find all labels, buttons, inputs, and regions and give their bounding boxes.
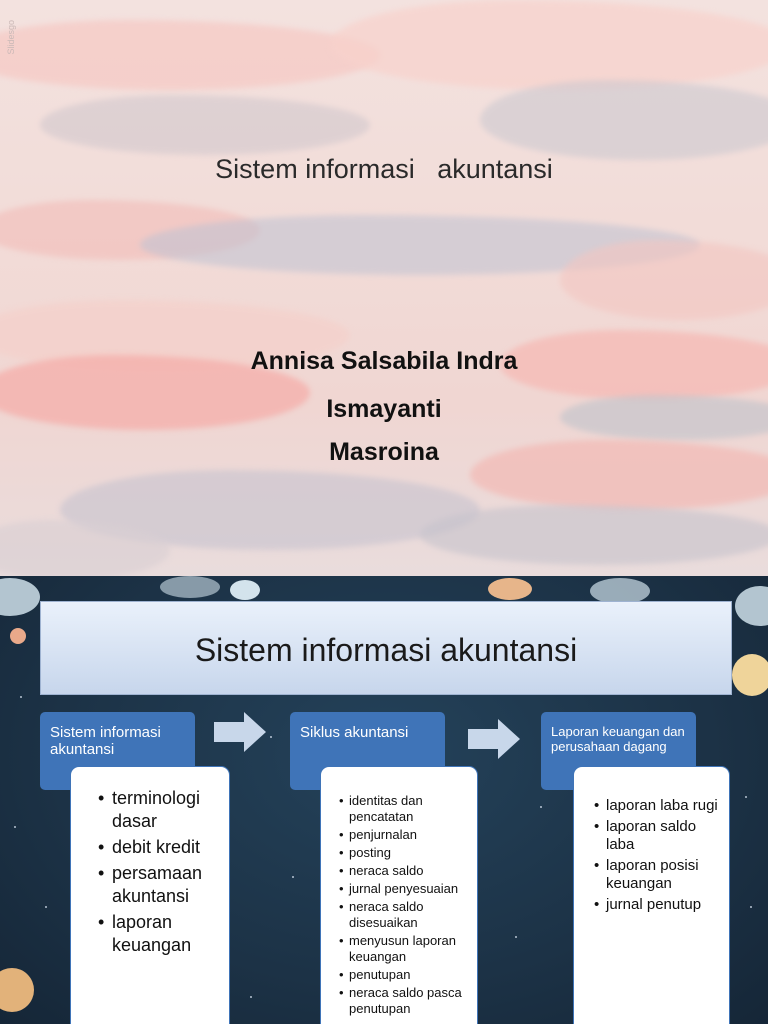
brush-stroke xyxy=(480,80,768,160)
list-item: • terminologi dasar xyxy=(112,787,229,833)
list-item: • neraca saldo disesuaikan xyxy=(349,899,477,931)
diagram-slide xyxy=(0,576,768,1024)
star xyxy=(250,996,252,998)
planet-decoration xyxy=(732,654,768,696)
planet-decoration xyxy=(0,968,34,1012)
list-item: • debit kredit xyxy=(112,836,229,859)
planet-decoration xyxy=(230,580,260,600)
star xyxy=(14,826,16,828)
star xyxy=(750,906,752,908)
detail-box-laporan-keuangan xyxy=(573,766,730,1024)
planet-decoration xyxy=(10,628,26,644)
slide-title: Sistem informasi akuntansi xyxy=(215,154,553,184)
arrow-right-icon xyxy=(468,719,520,759)
star xyxy=(515,936,517,938)
list-item: • posting xyxy=(349,845,477,861)
cloud-decoration xyxy=(735,586,768,626)
step-label: Laporan keuangan dan perusahaan dagang xyxy=(551,724,685,754)
brush-stroke xyxy=(560,240,768,320)
detail-box-sistem-informasi xyxy=(70,766,230,1024)
brush-stroke xyxy=(330,0,768,90)
star xyxy=(20,696,22,698)
list-item: • jurnal penutup xyxy=(606,896,729,914)
list-item: • penutupan xyxy=(349,967,477,983)
list-item: • neraca saldo pasca penutupan xyxy=(349,985,477,1017)
list-item: • laporan saldo laba xyxy=(606,818,729,854)
star xyxy=(540,806,542,808)
step-label: Sistem informasi akuntansi xyxy=(50,724,161,758)
watermark-text: Slidesgo xyxy=(6,20,16,55)
cloud-decoration xyxy=(160,576,220,598)
list-item: • laporan laba rugi xyxy=(606,797,729,815)
step-label: Siklus akuntansi xyxy=(300,724,409,741)
star xyxy=(292,876,294,878)
star xyxy=(745,796,747,798)
brush-stroke xyxy=(0,20,380,90)
header-box xyxy=(40,601,732,695)
list-item: • persamaan akuntansi xyxy=(112,862,229,908)
author-name: Masroina xyxy=(329,438,439,466)
author-name: Annisa Salsabila Indra xyxy=(250,347,518,375)
star xyxy=(45,906,47,908)
planet-decoration xyxy=(488,578,532,600)
diagram-title: Sistem informasi akuntansi xyxy=(194,632,578,668)
author-name: Ismayanti xyxy=(326,395,442,423)
list-item: • identitas dan pencatatan xyxy=(349,793,477,825)
list-item: • neraca saldo xyxy=(349,863,477,879)
cloud-decoration xyxy=(0,578,40,616)
arrow-right-icon xyxy=(214,712,266,752)
list-item: • laporan keuangan xyxy=(112,911,229,957)
star xyxy=(270,736,272,738)
list-item: • jurnal penyesuaian xyxy=(349,881,477,897)
list-item: • laporan posisi keuangan xyxy=(606,857,729,893)
list-item: • menyusun laporan keuangan xyxy=(349,933,477,965)
brush-stroke xyxy=(420,505,768,565)
list-item: • penjurnalan xyxy=(349,827,477,843)
detail-box-siklus-akuntansi xyxy=(320,766,478,1024)
brush-stroke xyxy=(40,95,370,155)
